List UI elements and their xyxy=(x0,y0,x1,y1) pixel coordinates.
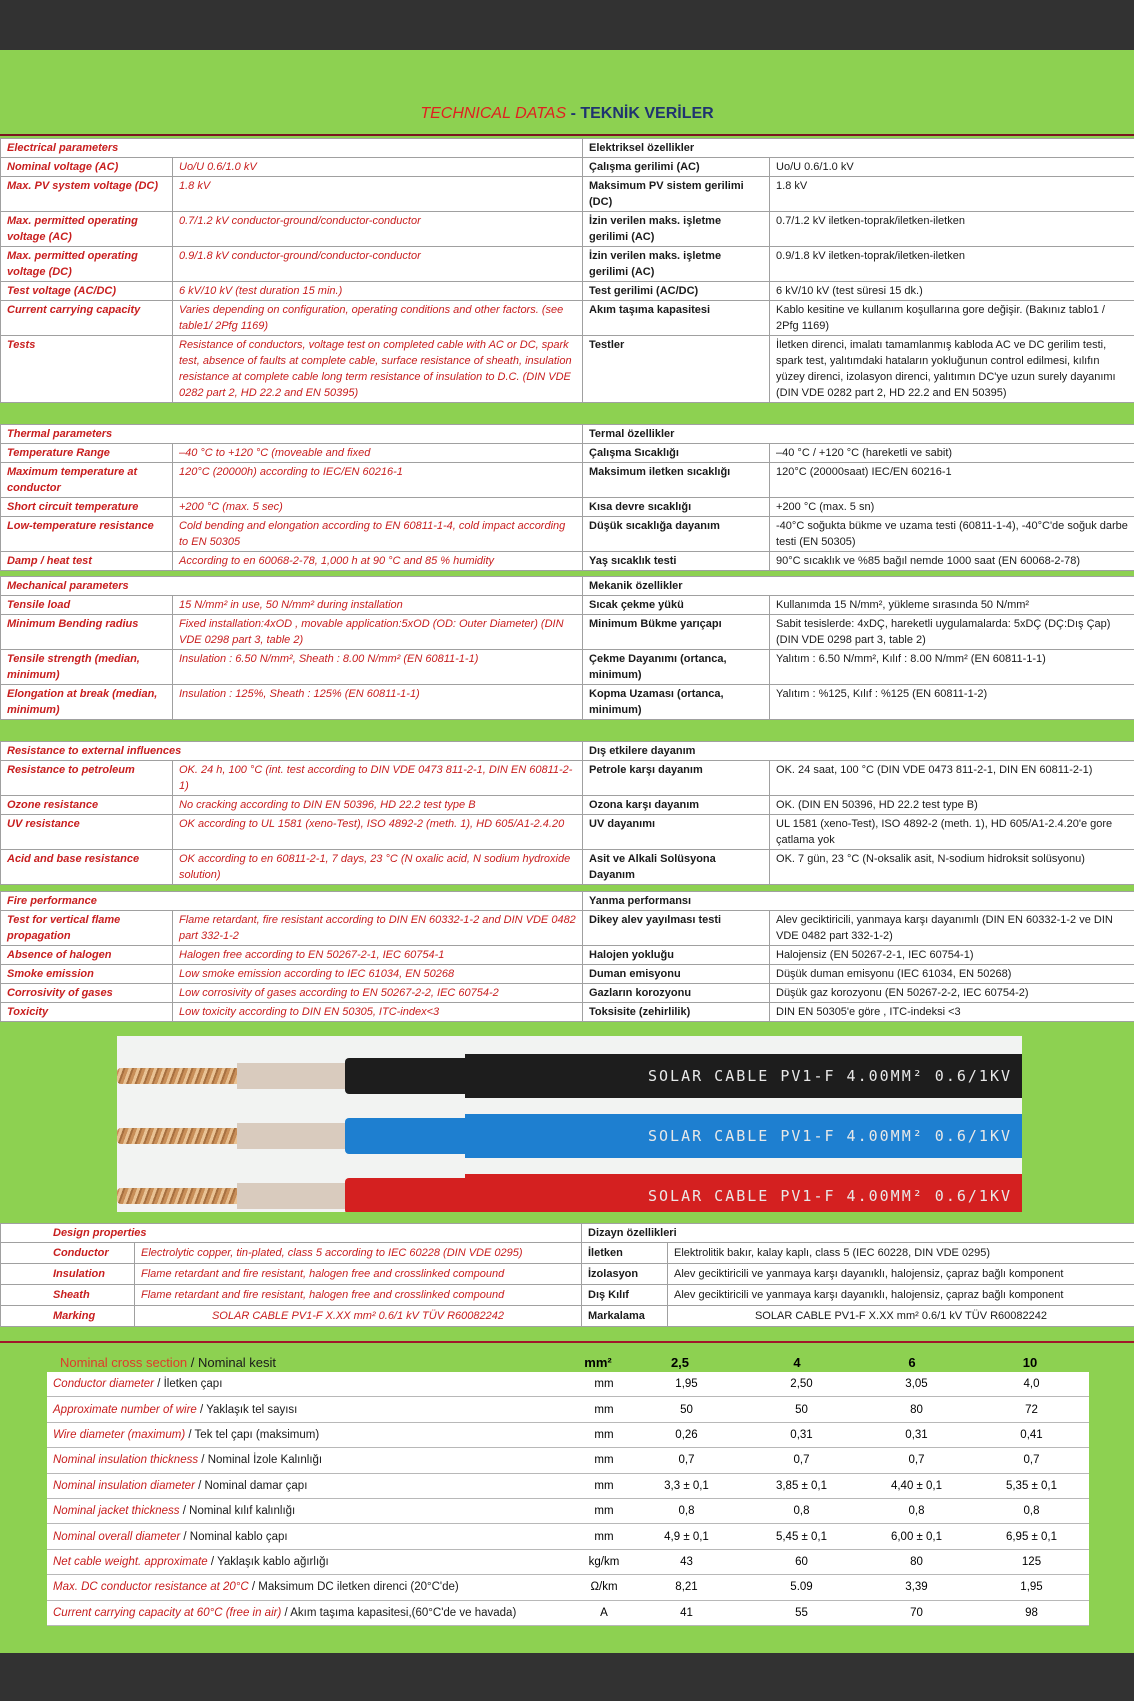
param-row xyxy=(1,444,1134,463)
design-label-tr: Dış Kılıf xyxy=(582,1285,668,1306)
param-label-en: Absence of halogen xyxy=(1,946,173,965)
param-value-en: Fixed installation:4xOD , movable application:5xOD (OD: Outer Diameter) (DIN VDE 0298 part 3, table 2) xyxy=(173,615,583,650)
param-row xyxy=(1,212,1134,247)
param-label-tr: Halojen yokluğu xyxy=(583,946,770,965)
dim-value: 4,40 ± 0,1 xyxy=(859,1473,974,1498)
param-label-en: Tensile strength (median, minimum) xyxy=(1,650,173,685)
param-label-tr: Sıcak çekme yükü xyxy=(583,596,770,615)
param-value-en: Insulation : 6.50 N/mm², Sheath : 8.00 N/mm² (EN 60811-1-1) xyxy=(173,650,583,685)
param-label-en: Acid and base resistance xyxy=(1,850,173,885)
section-title-tr: Elektriksel özellikler xyxy=(583,139,1134,158)
section-title-tr: Yanma performansı xyxy=(583,892,1134,911)
dim-value: 5.09 xyxy=(744,1575,859,1600)
param-row xyxy=(1,596,1134,615)
param-value-en: Varies depending on configuration, operating conditions and other factors. (see table1/ 2Pfg 1169) xyxy=(173,301,583,336)
param-value-en: OK according to en 60811-2-1, 7 days, 23 °C (N oxalic acid, N sodium hydroxide solution) xyxy=(173,850,583,885)
dim-label-en: Nominal jacket thickness xyxy=(53,1505,180,1518)
param-row xyxy=(1,247,1134,282)
design-value-en: Electrolytic copper, tin-plated, class 5 according to IEC 60228 (DIN VDE 0295) xyxy=(135,1243,582,1264)
param-value-tr: Yalıtım : %125, Kılıf : %125 (EN 60811-1-2) xyxy=(770,685,1134,720)
param-label-tr: Toksisite (zehirlilik) xyxy=(583,1003,770,1022)
title-rule xyxy=(0,134,1134,136)
design-label-en: Conductor xyxy=(1,1243,135,1264)
dim-label xyxy=(47,1498,579,1523)
design-label-en: Marking xyxy=(1,1306,135,1327)
param-value-tr: 0.9/1.8 kV iletken-toprak/iletken-iletken xyxy=(770,247,1134,282)
section-4 xyxy=(0,891,1134,1022)
section-table xyxy=(0,741,1134,885)
dim-label-tr: / Maksimum DC iletken direnci (20°C'de) xyxy=(248,1581,459,1594)
dim-value: 1,95 xyxy=(629,1372,744,1397)
param-row xyxy=(1,984,1134,1003)
dim-header-unit: mm² xyxy=(584,1355,612,1370)
section-table xyxy=(0,576,1134,720)
dim-label-tr: / Nominal damar çapı xyxy=(194,1479,308,1492)
dim-label xyxy=(47,1549,579,1574)
dim-value: 0,31 xyxy=(859,1422,974,1447)
design-rule xyxy=(0,1341,1134,1343)
dim-row xyxy=(47,1397,1089,1422)
design-value-tr: SOLAR CABLE PV1-F X.XX mm² 0.6/1 kV TÜV R60082242 xyxy=(668,1306,1134,1327)
dim-label xyxy=(47,1372,579,1397)
dim-label-tr: / Tek tel çapı (maksimum) xyxy=(185,1428,320,1441)
dim-label xyxy=(47,1575,579,1600)
dimensions-grid xyxy=(47,1372,1089,1626)
section-title-en: Resistance to external influences xyxy=(1,742,583,761)
dim-label-tr: / İletken çapı xyxy=(154,1378,223,1391)
param-value-en: According to en 60068-2-78, 1,000 h at 90 °C and 85 % humidity xyxy=(173,552,583,571)
dim-value: 3,39 xyxy=(859,1575,974,1600)
dim-row xyxy=(47,1422,1089,1447)
dim-unit: mm xyxy=(579,1422,629,1447)
dim-label-en: Max. DC conductor resistance at 20°C xyxy=(53,1581,249,1594)
dim-label-tr: / Nominal İzole Kalınlığı xyxy=(198,1454,323,1467)
dim-label-en: Current carrying capacity at 60°C (free in air) xyxy=(53,1606,282,1619)
param-label-en: Max. permitted operating voltage (DC) xyxy=(1,247,173,282)
param-row xyxy=(1,685,1134,720)
param-row xyxy=(1,615,1134,650)
dim-unit: A xyxy=(579,1600,629,1625)
param-row xyxy=(1,761,1134,796)
param-label-en: Toxicity xyxy=(1,1003,173,1022)
dim-row xyxy=(47,1575,1089,1600)
design-row xyxy=(1,1264,1134,1285)
param-value-tr: İletken direnci, imalatı tamamlanmış kabloda AC ve DC gerilim testi, spark test, yalıtımdaki hataların yokluğunun control edilmesi, kılıfın yüzey direnci, izolasyon direnci, yalıtımın DC'ye uzun surely dayanımı (DIN VDE 0282 part 2, HD 22.2 and EN 50395) xyxy=(770,336,1134,403)
param-value-tr: 1.8 kV xyxy=(770,177,1134,212)
dim-row xyxy=(47,1524,1089,1549)
param-value-tr: –40 °C / +120 °C (hareketli ve sabit) xyxy=(770,444,1134,463)
param-label-tr: İzin verilen maks. işletme gerilimi (AC) xyxy=(583,212,770,247)
design-value-tr: Elektrolitik bakır, kalay kaplı, class 5 (IEC 60228, DIN VDE 0295) xyxy=(668,1243,1134,1264)
param-label-en: Tests xyxy=(1,336,173,403)
param-label-tr: Maksimum iletken sıcaklığı xyxy=(583,463,770,498)
dim-value: 0,26 xyxy=(629,1422,744,1447)
param-value-tr: 6 kV/10 kV (test süresi 15 dk.) xyxy=(770,282,1134,301)
section-1 xyxy=(0,424,1134,571)
param-label-tr: Ozona karşı dayanım xyxy=(583,796,770,815)
design-value-en: Flame retardant and fire resistant, halogen free and crosslinked compound xyxy=(135,1264,582,1285)
param-value-tr: UL 1581 (xeno-Test), ISO 4892-2 (meth. 1), HD 605/A1-2.4.20'e gore çatlama yok xyxy=(770,815,1134,850)
title-sep: - xyxy=(566,105,581,122)
dim-label xyxy=(47,1524,579,1549)
param-label-en: Ozone resistance xyxy=(1,796,173,815)
dim-value: 3,3 ± 0,1 xyxy=(629,1473,744,1498)
param-label-tr: UV dayanımı xyxy=(583,815,770,850)
dim-row xyxy=(47,1600,1089,1625)
param-value-tr: Kablo kesitine ve kullanım koşullarına gore değişir. (Bakınız tablo1 / 2Pfg 1169) xyxy=(770,301,1134,336)
dim-label xyxy=(47,1397,579,1422)
dim-unit: mm xyxy=(579,1372,629,1397)
param-label-tr: Çalışma gerilimi (AC) xyxy=(583,158,770,177)
dim-value: 0,41 xyxy=(974,1422,1089,1447)
param-value-tr: 120°C (20000saat) IEC/EN 60216-1 xyxy=(770,463,1134,498)
section-title-en: Fire performance xyxy=(1,892,583,911)
dim-label-en: Nominal overall diameter xyxy=(53,1530,181,1543)
dim-label xyxy=(47,1473,579,1498)
dim-label-en: Net cable weight. approximate xyxy=(53,1555,208,1568)
dim-value: 3,85 ± 0,1 xyxy=(744,1473,859,1498)
param-value-en: Flame retardant, fire resistant according to DIN EN 60332-1-2 and DIN VDE 0482 part 332-1-2 xyxy=(173,911,583,946)
design-label-tr: İzolasyon xyxy=(582,1264,668,1285)
dim-row xyxy=(47,1372,1089,1397)
param-label-tr: Akım taşıma kapasitesi xyxy=(583,301,770,336)
param-value-tr: +200 °C (max. 5 sn) xyxy=(770,498,1134,517)
param-value-en: 1.8 kV xyxy=(173,177,583,212)
param-label-tr: Duman emisyonu xyxy=(583,965,770,984)
dim-unit: mm xyxy=(579,1473,629,1498)
cable-print-text: SOLAR CABLE PV1-F 4.00MM² 0.6/1KV xyxy=(647,1187,1012,1205)
param-label-en: Nominal voltage (AC) xyxy=(1,158,173,177)
param-label-tr: Minimum Bükme yarıçapı xyxy=(583,615,770,650)
cable-0 xyxy=(117,1054,1022,1098)
param-label-tr: Düşük sıcaklığa dayanım xyxy=(583,517,770,552)
section-title-tr: Mekanik özellikler xyxy=(583,577,1134,596)
param-label-tr: Çalışma Sıcaklığı xyxy=(583,444,770,463)
param-value-tr: OK. (DIN EN 50396, HD 22.2 test type B) xyxy=(770,796,1134,815)
param-value-en: 6 kV/10 kV (test duration 15 min.) xyxy=(173,282,583,301)
param-value-en: No cracking according to DIN EN 50396, HD 22.2 test type B xyxy=(173,796,583,815)
design-value-tr: Alev geciktiricili ve yanmaya karşı dayanıklı, halojensiz, çapraz bağlı komponent xyxy=(668,1264,1134,1285)
copper-strands xyxy=(117,1188,257,1204)
dim-value: 0,7 xyxy=(629,1448,744,1473)
dim-unit: kg/km xyxy=(579,1549,629,1574)
param-value-en: +200 °C (max. 5 sec) xyxy=(173,498,583,517)
param-value-en: Uo/U 0.6/1.0 kV xyxy=(173,158,583,177)
param-value-tr: OK. 7 gün, 23 °C (N-oksalik asit, N-sodium hidroksit solüsyonu) xyxy=(770,850,1134,885)
param-value-en: Resistance of conductors, voltage test on completed cable with AC or DC, spark test, absence of faults at complete cable, surface resistance of sheath, insulation resistance at complete cable long term resistance of insulation to D.C. (DIN VDE 0282 part 2, HD 22.2 and EN 50395) xyxy=(173,336,583,403)
dim-label xyxy=(47,1422,579,1447)
page-title xyxy=(0,105,1134,123)
copper-strands xyxy=(117,1128,257,1144)
design-value-en: Flame retardant and fire resistant, halogen free and crosslinked compound xyxy=(135,1285,582,1306)
dim-value: 50 xyxy=(629,1397,744,1422)
param-row xyxy=(1,965,1134,984)
param-label-tr: Asit ve Alkali Solüsyona Dayanım xyxy=(583,850,770,885)
param-value-en: Cold bending and elongation according to EN 60811-1-4, cold impact according to EN 50305 xyxy=(173,517,583,552)
dim-col-2: 4 xyxy=(793,1355,801,1370)
design-label-en: Insulation xyxy=(1,1264,135,1285)
section-title-en: Thermal parameters xyxy=(1,425,583,444)
dim-col-1: 2,5 xyxy=(670,1355,690,1370)
dim-value: 72 xyxy=(974,1397,1089,1422)
copper-strands xyxy=(117,1068,257,1084)
param-row xyxy=(1,517,1134,552)
param-label-en: Current carrying capacity xyxy=(1,301,173,336)
dim-unit: mm xyxy=(579,1448,629,1473)
dim-value: 5,35 ± 0,1 xyxy=(974,1473,1089,1498)
dim-label xyxy=(47,1448,579,1473)
section-table xyxy=(0,891,1134,1022)
cable-jacket xyxy=(465,1174,1022,1212)
param-label-tr: Maksimum PV sistem gerilimi (DC) xyxy=(583,177,770,212)
param-label-en: Temperature Range xyxy=(1,444,173,463)
param-value-tr: Düşük duman emisyonu (IEC 61034, EN 50268) xyxy=(770,965,1134,984)
design-row xyxy=(1,1306,1134,1327)
design-label-tr: Markalama xyxy=(582,1306,668,1327)
dim-unit: mm xyxy=(579,1397,629,1422)
section-title-tr: Dış etkilere dayanım xyxy=(583,742,1134,761)
dim-value: 60 xyxy=(744,1549,859,1574)
section-0 xyxy=(0,138,1134,403)
cable-jacket xyxy=(465,1114,1022,1158)
dim-value: 0,8 xyxy=(859,1498,974,1523)
param-row xyxy=(1,282,1134,301)
section-table xyxy=(0,424,1134,571)
param-value-tr: Alev geciktiricili, yanmaya karşı dayanımlı (DIN EN 60332-1-2 ve DIN VDE 0482 part 332-1-2) xyxy=(770,911,1134,946)
dim-value: 1,95 xyxy=(974,1575,1089,1600)
param-value-tr: Halojensiz (EN 50267-2-1, IEC 60754-1) xyxy=(770,946,1134,965)
param-value-en: Low corrosivity of gases according to EN 50267-2-2, IEC 60754-2 xyxy=(173,984,583,1003)
param-value-tr: 0.7/1.2 kV iletken-toprak/iletken-iletken xyxy=(770,212,1134,247)
dim-row xyxy=(47,1448,1089,1473)
param-label-tr: Petrole karşı dayanım xyxy=(583,761,770,796)
dim-value: 0,7 xyxy=(859,1448,974,1473)
param-label-tr: Çekme Dayanımı (ortanca, minimum) xyxy=(583,650,770,685)
section-title-en: Electrical parameters xyxy=(1,139,583,158)
design-title-en: Design properties xyxy=(1,1224,582,1243)
dim-label-en: Approximate number of wire xyxy=(53,1403,197,1416)
param-label-en: Elongation at break (median, minimum) xyxy=(1,685,173,720)
dim-value: 0,7 xyxy=(974,1448,1089,1473)
dim-value: 8,21 xyxy=(629,1575,744,1600)
param-label-en: Tensile load xyxy=(1,596,173,615)
param-label-en: Maximum temperature at conductor xyxy=(1,463,173,498)
section-title-tr: Termal özellikler xyxy=(583,425,1134,444)
section-3 xyxy=(0,741,1134,885)
dim-header xyxy=(60,1355,276,1370)
title-tr: TEKNİK VERİLER xyxy=(580,105,714,122)
param-row xyxy=(1,1003,1134,1022)
param-value-tr: Kullanımda 15 N/mm², yükleme sırasında 50 N/mm² xyxy=(770,596,1134,615)
dim-value: 0,7 xyxy=(744,1448,859,1473)
dim-value: 125 xyxy=(974,1549,1089,1574)
dim-label-en: Conductor diameter xyxy=(53,1378,154,1391)
param-label-tr: İzin verilen maks. işletme gerilimi (AC) xyxy=(583,247,770,282)
param-value-en: OK. 24 h, 100 °C (int. test according to DIN VDE 0473 811-2-1, DIN EN 60811-2-1) xyxy=(173,761,583,796)
dim-value: 4,9 ± 0,1 xyxy=(629,1524,744,1549)
dim-value: 0,8 xyxy=(744,1498,859,1523)
dim-label-en: Nominal insulation diameter xyxy=(53,1479,195,1492)
cable-jacket xyxy=(465,1054,1022,1098)
section-table xyxy=(0,138,1134,403)
design-value-en: SOLAR CABLE PV1-F X.XX mm² 0.6/1 kV TÜV R60082242 xyxy=(135,1306,582,1327)
design-row xyxy=(1,1285,1134,1306)
param-value-tr: 90°C sıcaklık ve %85 bağıl nemde 1000 saat (EN 60068-2-78) xyxy=(770,552,1134,571)
param-row xyxy=(1,911,1134,946)
param-label-en: Minimum Bending radius xyxy=(1,615,173,650)
dim-value: 50 xyxy=(744,1397,859,1422)
dimensions-table xyxy=(47,1372,1089,1626)
param-label-en: Max. permitted operating voltage (AC) xyxy=(1,212,173,247)
param-row xyxy=(1,463,1134,498)
dim-value: 6,95 ± 0,1 xyxy=(974,1524,1089,1549)
param-value-tr: Düşük gaz korozyonu (EN 50267-2-2, IEC 60754-2) xyxy=(770,984,1134,1003)
param-row xyxy=(1,850,1134,885)
param-value-en: 15 N/mm² in use, 50 N/mm² during installation xyxy=(173,596,583,615)
param-label-tr: Yaş sıcaklık testi xyxy=(583,552,770,571)
dim-value: 55 xyxy=(744,1600,859,1625)
param-row xyxy=(1,336,1134,403)
param-label-en: Low-temperature resistance xyxy=(1,517,173,552)
param-value-en: Low toxicity according to DIN EN 50305, ITC-index<3 xyxy=(173,1003,583,1022)
dim-header-tr: / Nominal kesit xyxy=(190,1355,277,1370)
dim-row xyxy=(47,1549,1089,1574)
cable-photo xyxy=(117,1036,1022,1212)
cable-2 xyxy=(117,1174,1022,1212)
param-value-tr: -40°C soğukta bükme ve uzama testi (60811-1-4), -40°C'de soğuk darbe testi (EN 50305) xyxy=(770,517,1134,552)
param-label-en: Damp / heat test xyxy=(1,552,173,571)
section-title-en: Mechanical parameters xyxy=(1,577,583,596)
cable-1 xyxy=(117,1114,1022,1158)
param-label-en: Short circuit temperature xyxy=(1,498,173,517)
param-label-en: Smoke emission xyxy=(1,965,173,984)
param-label-en: Max. PV system voltage (DC) xyxy=(1,177,173,212)
dim-row xyxy=(47,1498,1089,1523)
param-row xyxy=(1,158,1134,177)
param-label-en: Test for vertical flame propagation xyxy=(1,911,173,946)
dim-unit: mm xyxy=(579,1498,629,1523)
param-value-en: Halogen free according to EN 50267-2-1, IEC 60754-1 xyxy=(173,946,583,965)
dim-value: 80 xyxy=(859,1397,974,1422)
param-label-tr: Kopma Uzaması (ortanca, minimum) xyxy=(583,685,770,720)
param-value-en: OK according to UL 1581 (xeno-Test), ISO 4892-2 (meth. 1), HD 605/A1-2.4.20 xyxy=(173,815,583,850)
dim-value: 41 xyxy=(629,1600,744,1625)
param-value-en: 0.7/1.2 kV conductor-ground/conductor-conductor xyxy=(173,212,583,247)
param-label-tr: Testler xyxy=(583,336,770,403)
param-label-tr: Kısa devre sıcaklığı xyxy=(583,498,770,517)
dim-col-3: 6 xyxy=(908,1355,916,1370)
param-value-en: 0.9/1.8 kV conductor-ground/conductor-conductor xyxy=(173,247,583,282)
dim-label-tr: / Nominal kablo çapı xyxy=(180,1530,288,1543)
dim-unit: mm xyxy=(579,1524,629,1549)
param-row xyxy=(1,301,1134,336)
param-value-tr: OK. 24 saat, 100 °C (DIN VDE 0473 811-2-1, DIN EN 60811-2-1) xyxy=(770,761,1134,796)
section-2 xyxy=(0,576,1134,720)
param-value-tr: DIN EN 50305'e göre , ITC-indeksi <3 xyxy=(770,1003,1134,1022)
dim-value: 98 xyxy=(974,1600,1089,1625)
param-value-en: 120°C (20000h) according to IEC/EN 60216-1 xyxy=(173,463,583,498)
dim-row xyxy=(47,1473,1089,1498)
param-value-en: –40 °C to +120 °C (moveable and fixed xyxy=(173,444,583,463)
dim-value: 5,45 ± 0,1 xyxy=(744,1524,859,1549)
dim-label-tr: / Yaklaşık kablo ağırlığı xyxy=(207,1555,329,1568)
design-row xyxy=(1,1243,1134,1264)
dim-value: 80 xyxy=(859,1549,974,1574)
dim-unit: Ω/km xyxy=(579,1575,629,1600)
dim-value: 6,00 ± 0,1 xyxy=(859,1524,974,1549)
param-value-en: Low smoke emission according to IEC 61034, EN 50268 xyxy=(173,965,583,984)
param-row xyxy=(1,815,1134,850)
design-table xyxy=(0,1223,1134,1327)
dim-label-en: Wire diameter (maximum) xyxy=(53,1428,186,1441)
dim-header-en: Nominal cross section xyxy=(60,1355,188,1370)
param-value-tr: Yalıtım : 6.50 N/mm², Kılıf : 8.00 N/mm² (EN 60811-1-1) xyxy=(770,650,1134,685)
dim-label xyxy=(47,1600,579,1625)
param-label-en: Test voltage (AC/DC) xyxy=(1,282,173,301)
design-label-tr: İletken xyxy=(582,1243,668,1264)
dim-value: 0,31 xyxy=(744,1422,859,1447)
param-row xyxy=(1,650,1134,685)
design-section xyxy=(0,1223,1134,1327)
param-label-tr: Test gerilimi (AC/DC) xyxy=(583,282,770,301)
param-value-en: Insulation : 125%, Sheath : 125% (EN 60811-1-1) xyxy=(173,685,583,720)
param-label-en: UV resistance xyxy=(1,815,173,850)
param-row xyxy=(1,796,1134,815)
dim-value: 2,50 xyxy=(744,1372,859,1397)
dim-label-tr: / Akım taşıma kapasitesi,(60°C'de ve havada) xyxy=(281,1606,517,1619)
design-label-en: Sheath xyxy=(1,1285,135,1306)
design-title-tr: Dizayn özellikleri xyxy=(582,1224,1134,1243)
param-value-tr: Sabit tesislerde: 4xDÇ, hareketli uygulamalarda: 5xDÇ (DÇ:Dış Çap) (DIN VDE 0298 part 3, table 2) xyxy=(770,615,1134,650)
dim-label-tr: / Yaklaşık tel sayısı xyxy=(196,1403,298,1416)
dim-label-tr: / Nominal kılıf kalınlığı xyxy=(179,1505,296,1518)
param-label-tr: Dikey alev yayılması testi xyxy=(583,911,770,946)
param-row xyxy=(1,552,1134,571)
cable-print-text: SOLAR CABLE PV1-F 4.00MM² 0.6/1KV xyxy=(647,1067,1012,1085)
dim-value: 4,0 xyxy=(974,1372,1089,1397)
dim-value: 0,8 xyxy=(629,1498,744,1523)
dim-value: 70 xyxy=(859,1600,974,1625)
param-row xyxy=(1,177,1134,212)
title-en: TECHNICAL DATAS xyxy=(420,105,567,122)
param-label-en: Resistance to petroleum xyxy=(1,761,173,796)
param-label-tr: Gazların korozyonu xyxy=(583,984,770,1003)
design-value-tr: Alev geciktiricili ve yanmaya karşı dayanıklı, halojensiz, çapraz bağlı komponent xyxy=(668,1285,1134,1306)
dim-value: 3,05 xyxy=(859,1372,974,1397)
cable-print-text: SOLAR CABLE PV1-F 4.00MM² 0.6/1KV xyxy=(647,1127,1012,1145)
dim-value: 0,8 xyxy=(974,1498,1089,1523)
dim-label-en: Nominal insulation thickness xyxy=(53,1454,199,1467)
param-label-en: Corrosivity of gases xyxy=(1,984,173,1003)
param-row xyxy=(1,498,1134,517)
dim-col-4: 10 xyxy=(1022,1355,1038,1370)
param-value-tr: Uo/U 0.6/1.0 kV xyxy=(770,158,1134,177)
param-row xyxy=(1,946,1134,965)
dim-value: 43 xyxy=(629,1549,744,1574)
